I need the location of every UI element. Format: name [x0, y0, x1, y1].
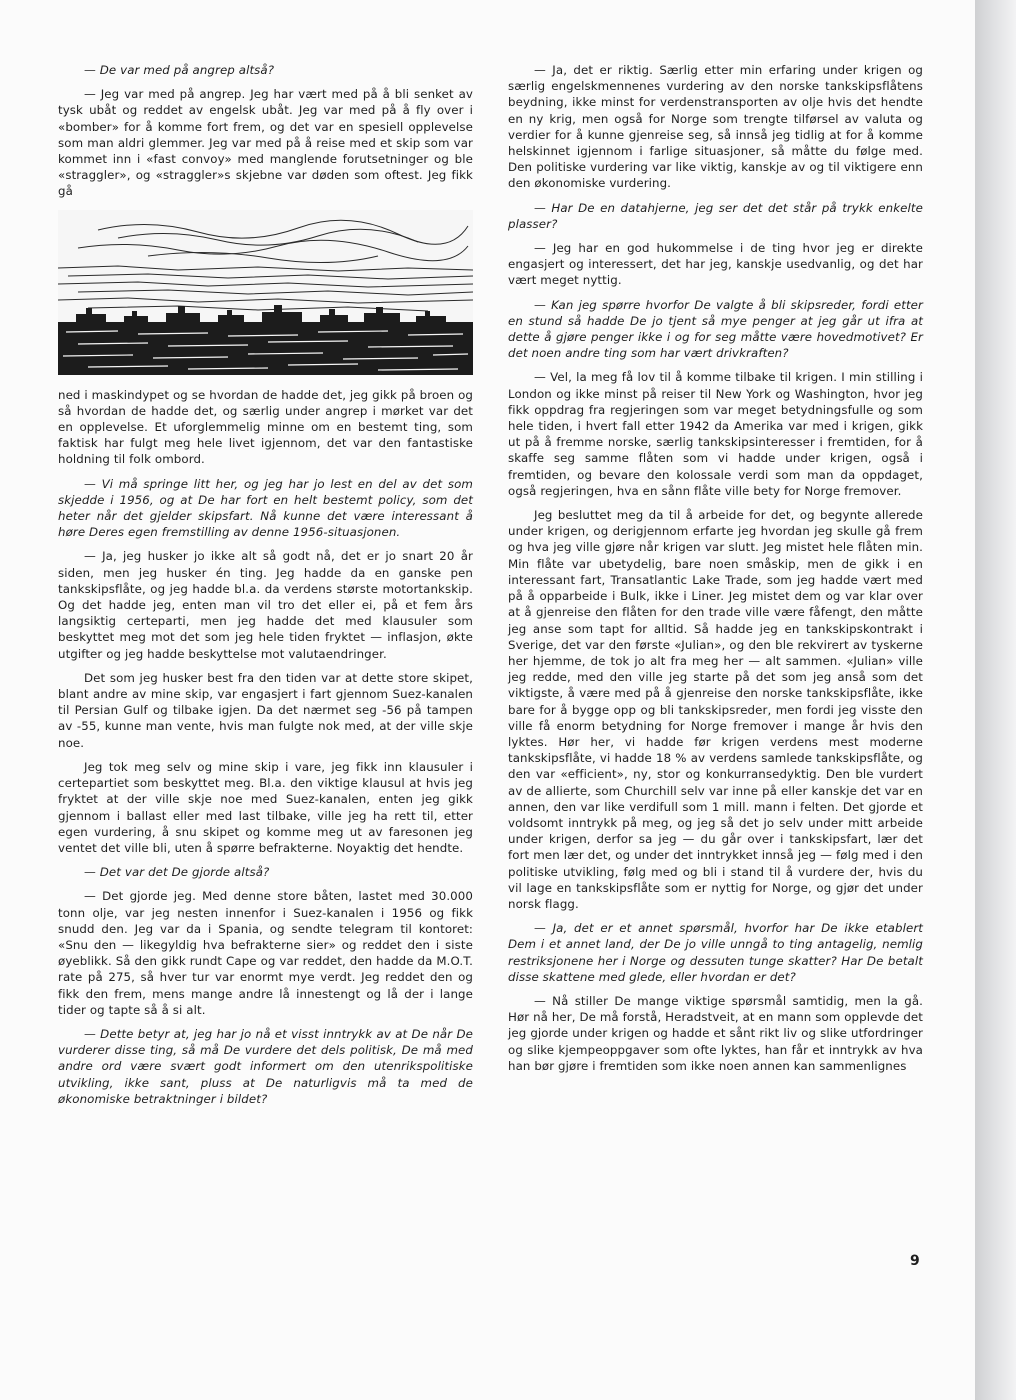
interview-answer: — Jeg har en god hukommelse i de ting hvor jeg er direkte engasjert og interessert, det har jeg, kanskje usedvanlig, og det har vært meget nyttig. [508, 241, 923, 288]
interview-answer: — Vel, la meg få lov til å komme tilbake til krigen. I min stilling i London og ikke minst på reiser til New York og Washington, hvor jeg fikk oppdrag fra regjeringen som var meget betydningsfulle og som hele tiden, i hvert fall etter 1942 da Amerika var med i krigen, gikk ut på å fremme norske, særlig tankskipsinteresser i fremtiden, for å skaffe seg samme flåten som vi hadde under krigen, også i fremtiden, og bevare den kolossale verdi som man da oppdaget, også regjeringen, hva en sånn flåte ville bety for Norge fremover. [508, 370, 923, 498]
page-edge-shadow [975, 0, 1016, 1400]
left-column [58, 62, 473, 1115]
interview-question: — Ja, det er et annet spørsmål, hvorfor har De ikke etablert Dem i et annet land, der De jo ville unngå to ting antagelig, nemlig restriksjonene her i Norge og dessuten tunge skatter? Har De betalt disse skattene med glede, eller hvordan er det? [508, 921, 923, 984]
page-number: 9 [910, 1253, 920, 1269]
convoy-illustration [58, 210, 473, 375]
interview-question: — Det var det De gjorde altså? [84, 865, 270, 880]
interview-answer: — Nå stiller De mange viktige spørsmål samtidig, men la gå. Hør nå her, De må forstå, Heradstveit, at en mann som opplevde det jeg gjorde under krigen og hadde et sånt rikt liv og slike utfordringer og slike kjempeoppgaver som ofte lyktes, han får et inntrykk av hva han bør gjøre i fremtiden som ikke noen annen kan sammenlignes [508, 993, 923, 1073]
interview-answer: — Ja, det er riktig. Særlig etter min erfaring under krigen og særlig engelskmennenes vurdering av den norske tankskipsflåtens beydning, ikke minst for verdenstransporten av olje hvis det hendte en ny krig, men også for Norge som trengte tilførsel av valuta og verdier for å kunne gjenreise seg, så innså jeg tidlig at for å komme helskinnet igjennom i farlige situasjoner, så måtte du følge med. Den politiske vurdering var like viktig, kanskje av og til viktigere enn den økonomiske vurdering. [508, 63, 923, 191]
interview-answer: Jeg besluttet meg da til å arbeide for det, og begynte allerede under krigen, og derigjennom erfarte jeg hvordan jeg skulle gå frem og hva jeg ville gjøre når krigen var slutt. Jeg mistet hele flåten min. Min flåte var ubetydelig, bare noen småskip, men de gikk i en interessant fart, Transatlantic Lake Trade, som jeg hadde vært med på å opparbeide i Bulk, ikke i Liner. Jeg mistet dem og var klar over at å gjenreise den flåten for den trade ville være fåfengt, den måtte jeg anse som tapt for alltid. Så hadde jeg en tankskipskontrakt i Sverige, det var den første «Julian», og den ble rekvirert av tyskerne her hjemme, de tok jo alt fra meg her — alt sammen. «Julian» ville jeg redde, med den ville jeg starte på det som jeg anså som det viktigste, å være med på å gjenreise den norske tankskipsflåte, ikke bare for å bygge opp og bli tankskipsreder, men fordi jeg visste den ville få enorm betydning for Norge fremover i mange år hvis den lyktes. Hør her, vi hadde før krigen verdens mest moderne tankskipsflåte, vi hadde 18 % av verdens samlede tankskipsflåte, og den var «efficient», ny, stor og konkurransedyktig. Den ble vurdert av de allierte, som Churchill selv var inne på eller kanskje det var en annen, den var like verdifull som 1 mill. mann i felten. Det gjorde et voldsomt inntrykk på meg, og jeg så det jo selv under mitt arbeide under krigen, derfor sa jeg — du går over i tankskipsfart, lær det fort men lær det, og under det inntrykket innså jeg — følg med i den politiske utvikling, følg med og bli i stand til å vurdere der, hvis du vil lage en tankskipsflåte som er nyttig for Norge, og gjør det under norsk flagg. [508, 508, 923, 911]
interview-question: — De var med på angrep altså? [84, 63, 275, 77]
interview-answer: Jeg tok meg selv og mine skip i vare, jeg fikk inn klausuler i certepartiet som beskyttet meg. Bl.a. den viktige klausul at hvis jeg fryktet at der ville skje noe med Suez-kanalen, enten jeg gikk gjennom i ballast eller med last tilbake, ville jeg ha rett til, etter egen vurdering, å snu skipet og komme meg ut av faresonen jeg ventet det ville bli, uten å spørre befrakterne. Noyaktig det hendte. [58, 759, 473, 855]
interview-answer: — Det gjorde jeg. Med denne store båten, lastet med 30.000 tonn olje, var jeg nesten innenfor i Suez-kanalen i 1956 og fikk snudd den. Jeg var da i Spania, og sendte telegram til kontoret: «Snu den — likegyldig hva befrakterne sier» og reddet den i siste øyeblikk. Så den gikk rundt Cape og var reddet, den hadde da M.O.T. rate på 275, så hver tur var enormt mye verdt. Jeg reddet den og fikk den frem, mens mange andre lå innestengt og lå der i lange tider og tapte så å si alt. [58, 889, 473, 1017]
interview-answer: Det som jeg husker best fra den tiden var at dette store skipet, blant andre av mine skip, var engasjert i fart gjennom Suez-kanalen til Persian Gulf og tilbake igjen. Da det nærmet seg -56 på tampen av -55, kunne man vente, hvis man fulgte nok med, at der ville skje noe. [58, 670, 473, 750]
interview-question: — Dette betyr at, jeg har jo nå et visst inntrykk av at De når De vurderer disse ting, så må De vurdere det dels politisk, De må med andre ord være svært godt informert om den utenrikspolitiske utvikling, ikke sant, pluss at De naturligvis må ta med de økonomiske betraktninger i bildet? [58, 1026, 473, 1106]
interview-question: — Har De en datahjerne, jeg ser det det står på trykk enkelte plasser? [508, 200, 923, 231]
interview-question: — Kan jeg spørre hvorfor De valgte å bli skipsreder, fordi etter en stund så hadde De jo tjent så mye penger at jeg går ut ifra at dette å gjøre penger ikke i og for seg måtte være hovedmotivet? Er det noen andre ting som har vært drivkraften? [508, 297, 923, 361]
interview-answer: — Ja, jeg husker jo ikke alt så godt nå, det er jo snart 20 år siden, men jeg husker én ting. Jeg hadde da en ganske pen tankskipsflåte, og jeg hadde bl.a. da verdens største motortankskip. Og det hadde jeg, enten man vil tro det eller ei, på et fem års langsiktig certeparti, men jeg hadde det med klausuler som beskyttet meg mot det som jeg hele tiden fryktet — inflasjon, økte utgifter og jeg hadde beskyttelse mot valutaendringer. [58, 549, 473, 661]
interview-question: — Vi må springe litt her, og jeg har jo lest en del av det som skjedde i 1956, og at De har fort en helt bestemt policy, som det heter når det gjelder skipsfart. Nå kunne det være interessant å høre Deres egen fremstilling av denne 1956-situasjonen. [58, 476, 473, 540]
right-column [508, 62, 923, 1082]
interview-answer: — Jeg var med på angrep. Jeg har vært med på å bli senket av tysk ubåt og reddet av engelsk ubåt. Jeg var med på å fly over i «bomber» for å komme fort frem, og det var en spesiell opplevelse som man aldri glemmer. Jeg var med på å reise med et skip som var kommet inn i «fast convoy» med manglende forutsetninger og ble «straggler», og «straggler»s skjebne var døden som oftest. Jeg fikk gå [58, 87, 473, 199]
continuation-text: ned i maskindypet og se hvordan de hadde det, jeg gikk på broen og så hvordan de hadde det, og særlig under angrep i mørket var det en opplevelse. Et uforglemmelig minne om en bestemt ting, som faktisk har fulgt meg hele livet igjennom, det var den fantastiske holdning til folk ombord. [58, 387, 473, 467]
